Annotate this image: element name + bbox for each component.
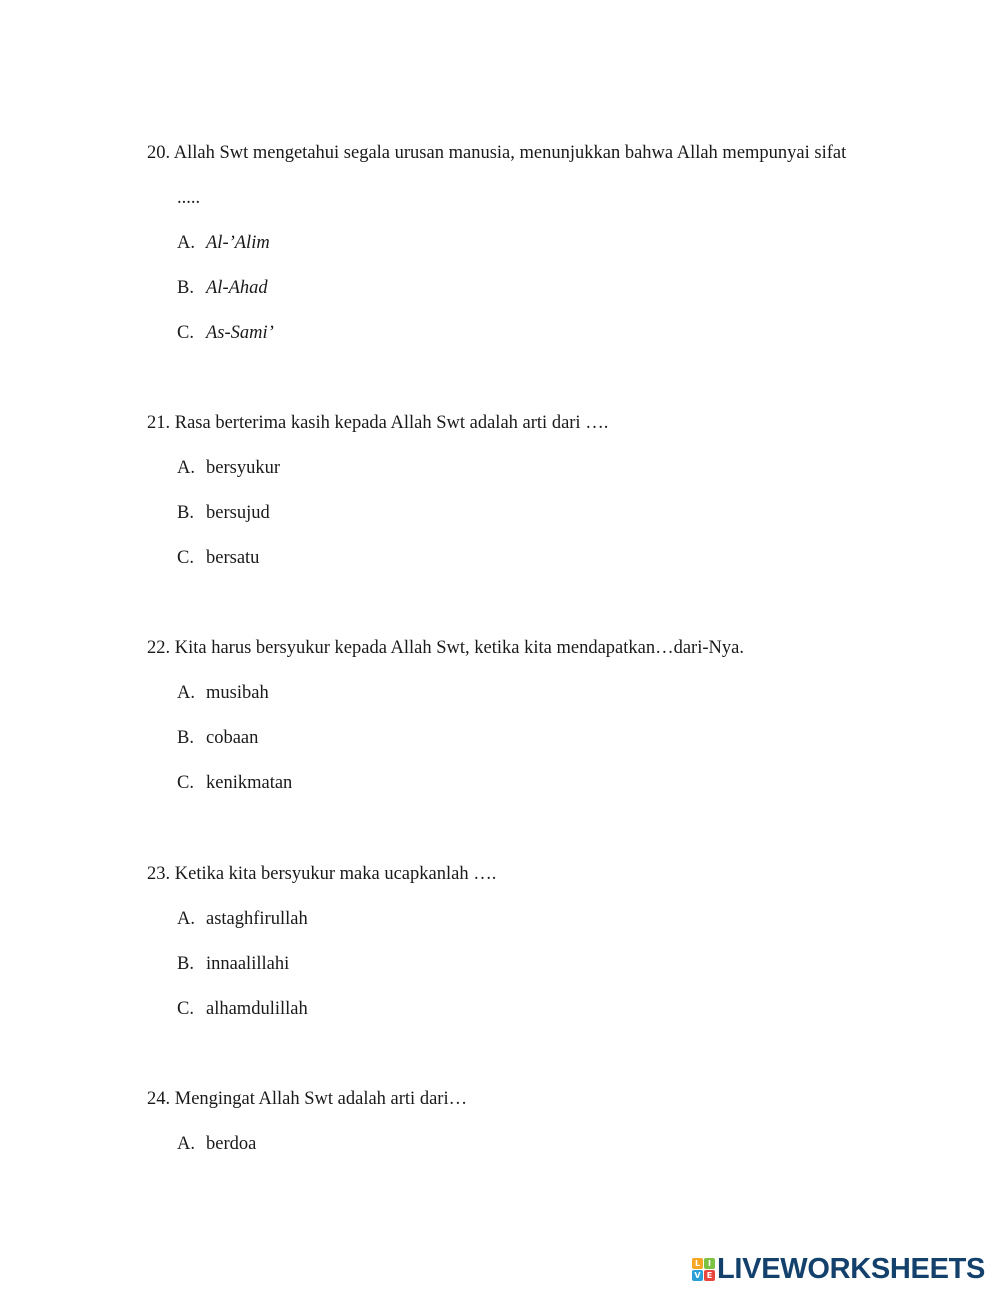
logo-tile-l: L [692, 1258, 703, 1269]
option-letter: A. [177, 458, 195, 478]
question-22-option-b[interactable] [177, 727, 258, 749]
question-21-option-a[interactable] [177, 457, 280, 479]
logo-tile-e: E [704, 1270, 715, 1281]
question-20-option-c[interactable] [177, 322, 274, 344]
question-21-option-c[interactable] [177, 547, 259, 569]
liveworksheets-logo-icon [692, 1258, 715, 1281]
option-text: kenikmatan [206, 773, 293, 793]
option-text: alhamdulillah [206, 999, 308, 1019]
question-22-option-a[interactable] [177, 682, 269, 704]
question-22-prompt: 22. Kita harus bersyukur kepada Allah Swt, ketika kita mendapatkan…dari-Nya. [147, 638, 744, 658]
logo-tile-i: I [704, 1258, 715, 1269]
question-22-option-c[interactable] [177, 772, 292, 794]
question-24-option-a[interactable] [177, 1133, 256, 1155]
option-letter: A. [177, 1134, 195, 1154]
option-text: Al-Ahad [206, 278, 268, 298]
logo-tile-v: V [692, 1270, 703, 1281]
question-23-prompt: 23. Ketika kita bersyukur maka ucapkanlah …. [147, 864, 497, 884]
option-text: innaalillahi [206, 954, 290, 974]
option-letter: C. [177, 548, 194, 568]
question-21-prompt: 21. Rasa berterima kasih kepada Allah Swt adalah arti dari …. [147, 413, 609, 433]
option-text: musibah [206, 683, 269, 703]
option-letter: B. [177, 728, 194, 748]
option-text: Al-’Alim [206, 233, 270, 253]
liveworksheets-logo [692, 1254, 985, 1284]
question-20-option-a[interactable] [177, 232, 270, 254]
option-letter: B. [177, 503, 194, 523]
question-23-option-a[interactable] [177, 908, 308, 930]
option-letter: C. [177, 323, 194, 343]
option-letter: A. [177, 909, 195, 929]
option-text: As-Sami’ [206, 323, 274, 343]
question-20-prompt-continuation: ..... [177, 188, 201, 208]
question-23-option-c[interactable] [177, 998, 308, 1020]
question-21-option-b[interactable] [177, 502, 270, 524]
option-letter: B. [177, 278, 194, 298]
option-text: bersyukur [206, 458, 280, 478]
option-letter: A. [177, 233, 195, 253]
question-23-option-b[interactable] [177, 953, 289, 975]
option-text: cobaan [206, 728, 259, 748]
option-text: bersujud [206, 503, 270, 523]
option-letter: B. [177, 954, 194, 974]
question-20-option-b[interactable] [177, 277, 268, 299]
question-24-prompt: 24. Mengingat Allah Swt adalah arti dari… [147, 1089, 468, 1109]
option-letter: A. [177, 683, 195, 703]
question-20-prompt: 20. Allah Swt mengetahui segala urusan manusia, menunjukkan bahwa Allah mempunyai sifat [147, 143, 847, 163]
option-letter: C. [177, 999, 194, 1019]
option-text: bersatu [206, 548, 260, 568]
option-text: berdoa [206, 1134, 257, 1154]
option-letter: C. [177, 773, 194, 793]
option-text: astaghfirullah [206, 909, 308, 929]
liveworksheets-logo-text: LIVEWORKSHEETS [717, 1253, 986, 1285]
